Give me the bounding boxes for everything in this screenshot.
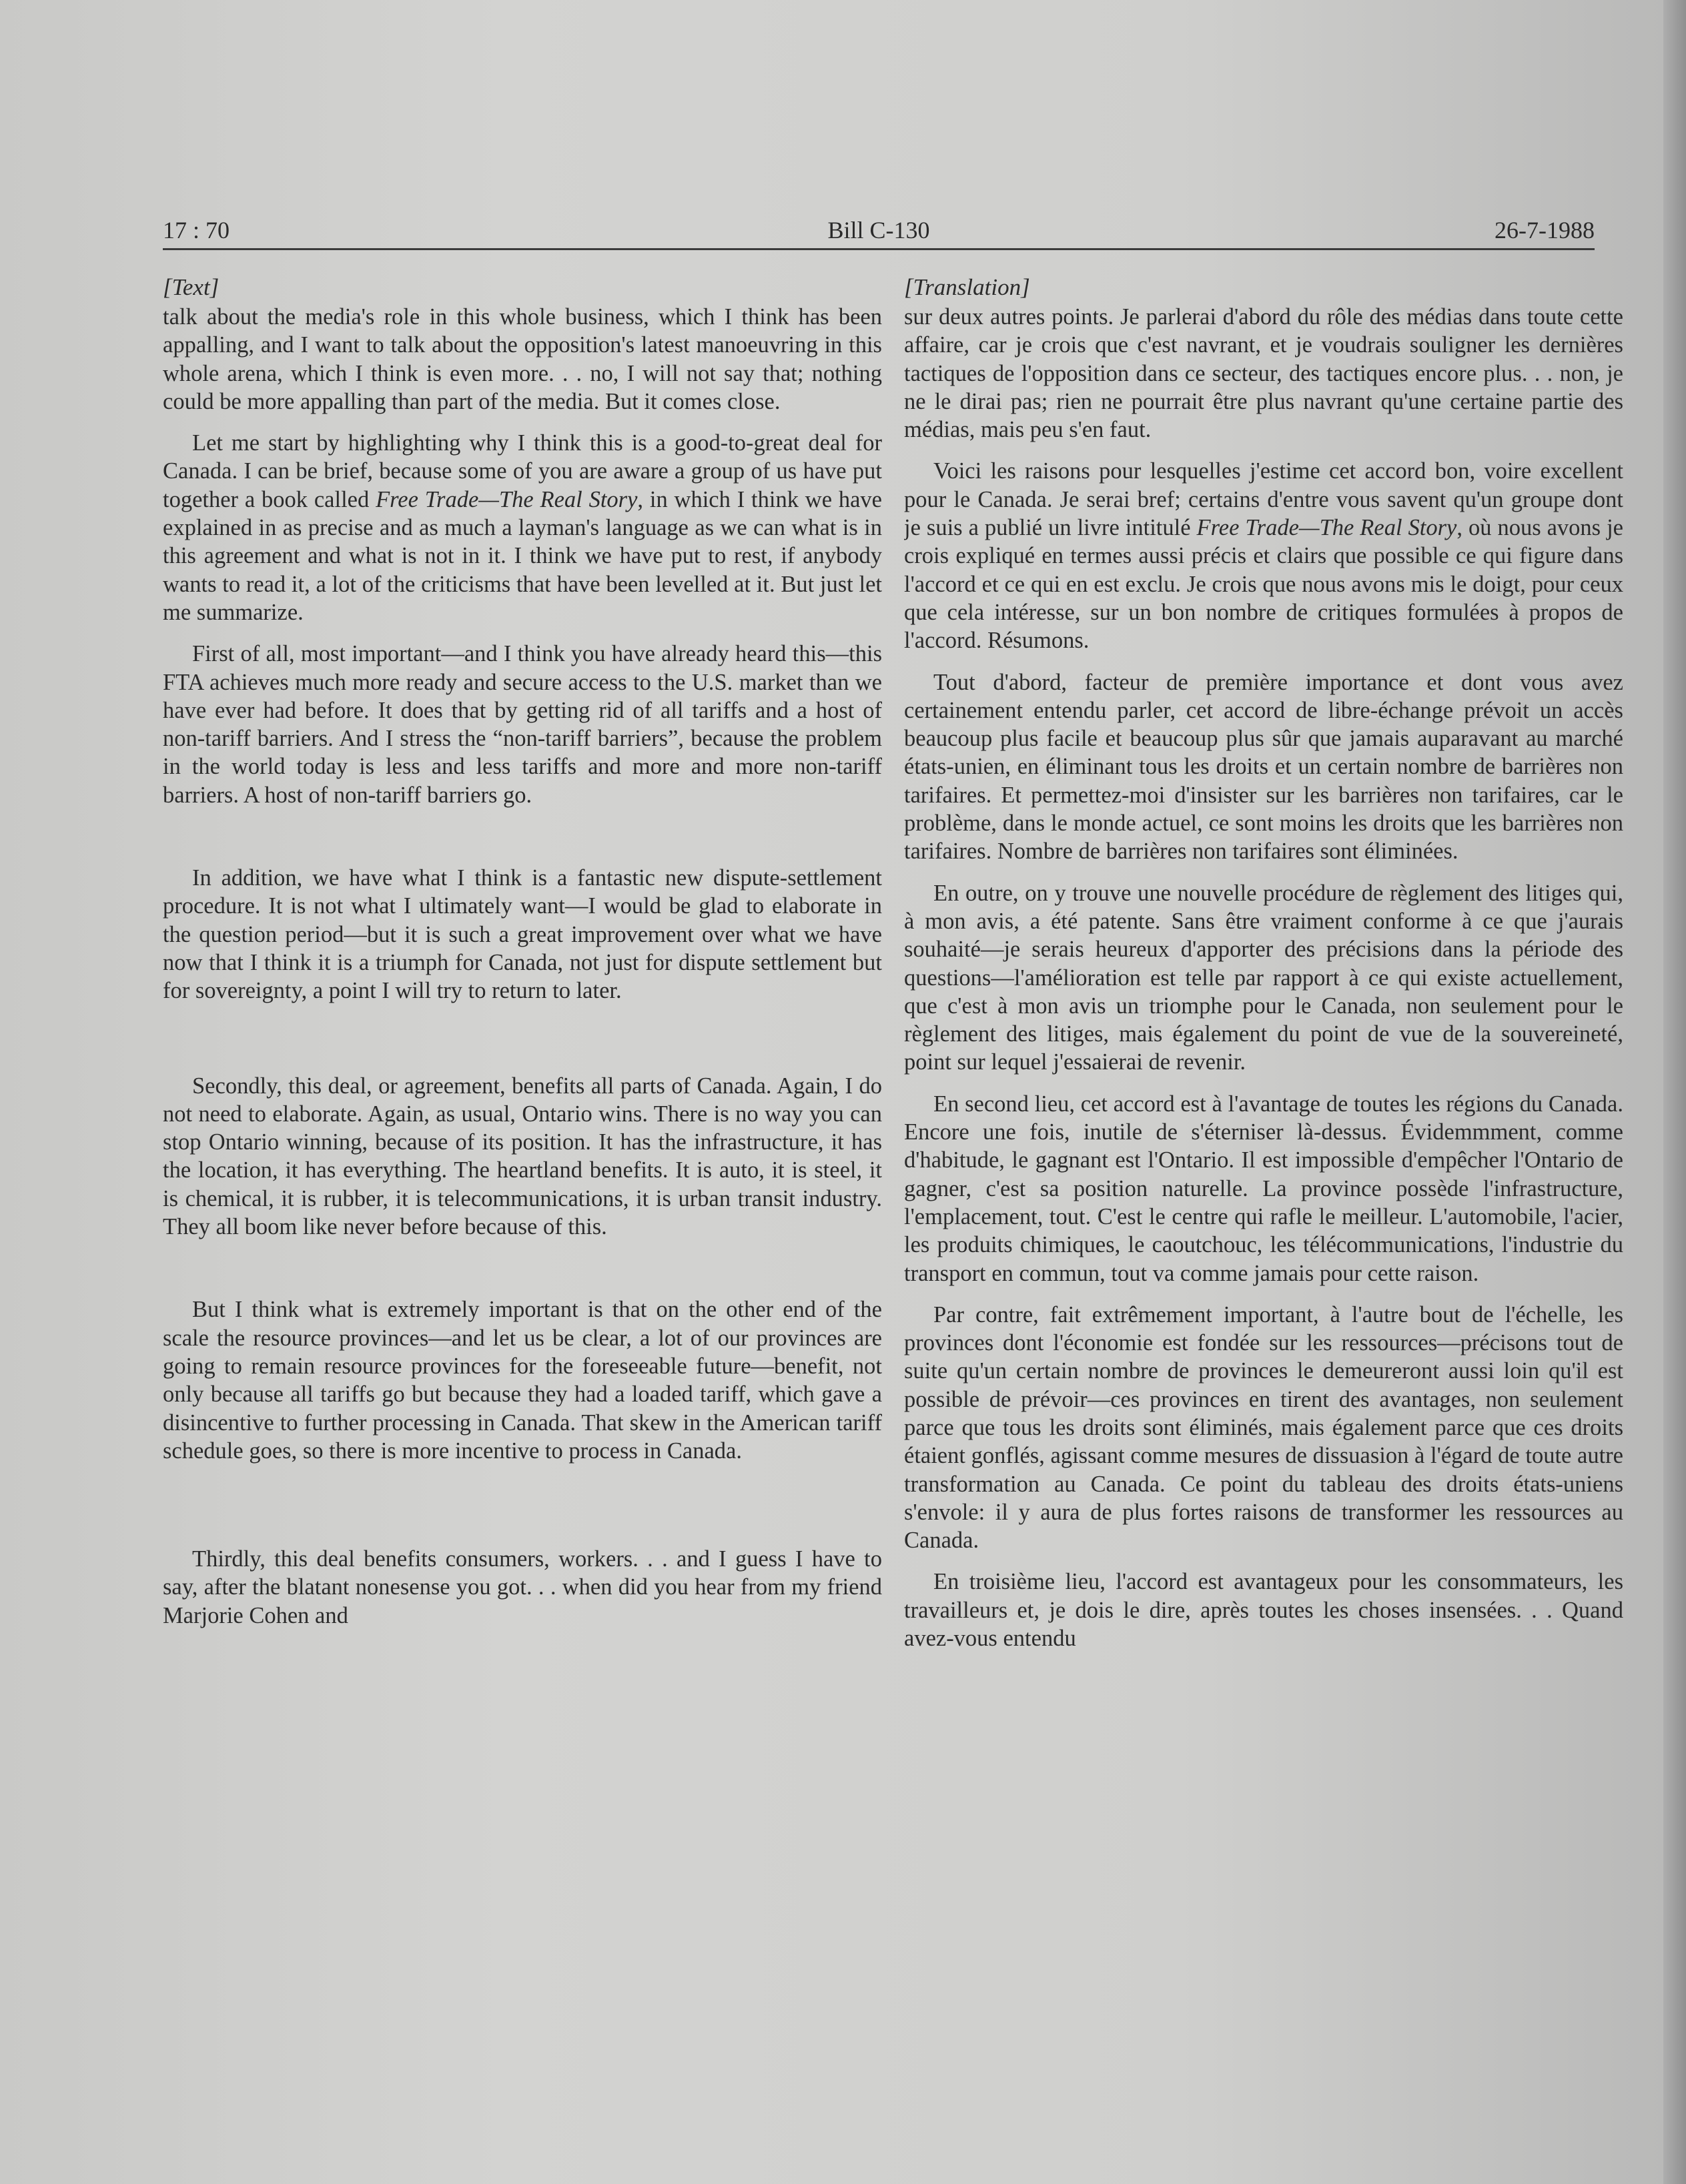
english-column [163,272,882,2053]
paragraph: En troisième lieu, l'accord est avantageux pour les consommateurs, les travailleurs et, je dois le dire, après toutes les choses insensées. . . Quand avez-vous entendu [904,1569,1623,1652]
book-title: Free Trade—The Real Story [376,486,638,512]
page-header [163,212,1595,250]
french-column [904,272,1623,2053]
page-edge-shadow [1663,0,1686,2184]
paragraph: En second lieu, cet accord est à l'avantage de toutes les régions du Canada. Encore une fois, inutile de s'éterniser là-dessus. Évidemmment, comme d'habitude, le gagnant est l'Ontario. Il est impossible d'empêcher l'Ontario de gagner, c'est sa position naturelle. La province possède l'infrastructure, l'emplacement, tout. C'est le centre qui rafle le meilleur. L'automobile, l'acier, les produits chimiques, le caoutchouc, les télécommunications, l'industrie du transport en commun, tout va comme jamais pour cette raison. [904,1091,1623,1286]
paragraph: Let me start by highlighting why I think this is a good-to-great deal for Canada. I can be brief, because some of you are aware a group of us have put together a book called Free Trade—The Real Story, in which I think we have explained in as precise and as much a layman's language as we can what is in this agreement and what is not in it. I think we have put to rest, if anybody wants to read it, a lot of the criticisms that have been levelled at it. But just let me summarize. [163,430,882,625]
text-tag: [Text] [163,274,220,300]
page-reference: 17 : 70 [163,217,230,243]
paragraph: But I think what is extremely important is that on the other end of the scale the resource provinces—and let us be clear, a lot of our provinces are going to remain resource provinces for the foreseeable future—benefit, not only because all tariffs go but because they had a loaded tariff, which gave a disincentive to further processing in Canada. That skew in the American tariff schedule goes, so there is more incentive to process in Canada. [163,1297,882,1464]
paragraph: First of all, most important—and I think you have already heard this—this FTA achieves much more ready and secure access to the U.S. market than we have ever had before. It does that by getting rid of all tariffs and a host of non-tariff barriers. And I stress the “non-tariff barriers”, because the problem in the world today is less and less tariffs and more and more non-tariff barriers. A host of non-tariff barriers go. [163,641,882,808]
bill-title: Bill C-130 [827,217,930,243]
book-title: Free Trade—The Real Story [1196,515,1457,541]
paragraph: In addition, we have what I think is a fantastic new dispute-settlement procedure. It is not what I ultimately want—I would be glad to elaborate in the question period—but it is such a great improvement over what we have now that I think it is a triumph for Canada, not just for dispute settlement but for sovereignty, a point I will try to return to later. [163,865,882,1004]
paragraph: Tout d'abord, facteur de première importance et dont vous avez certainement entendu parler, cet accord de libre-échange prévoit un accès beaucoup plus facile et beaucoup plus sûr que jamais auparavant au marché états-unien, en éliminant tous les droits et un certain nombre de barrières non tarifaires. Et permettez-moi d'insister sur les barrières non tarifaires, car le problème, dans le monde actuel, ce sont moins les droits que les barrières non tarifaires. Nombre de barrières non tarifaires sont éliminées. [904,669,1623,865]
header-date: 26-7-1988 [1495,217,1595,243]
paragraph: sur deux autres points. Je parlerai d'abord du rôle des médias dans toute cette affaire, car je crois que c'est navrant, et je voudrais souligner les dernières tactiques de l'opposition dans ce secteur, des tactiques encore plus. . . non, je ne le dirai pas; rien ne pourrait être plus navrant qu'une certaine partie des médias, mais peu s'en faut. [904,304,1623,443]
paragraph: Thirdly, this deal benefits consumers, workers. . . and I guess I have to say, after the blatant nonesense you got. . . when did you hear from my friend Marjorie Cohen and [163,1546,882,1628]
paragraph: Voici les raisons pour lesquelles j'estime cet accord bon, voire excellent pour le Canada. Je serai bref; certains d'entre vous savent qu'un groupe dont je suis a publié un livre intitulé Free Trade—The Real Story, où nous avons je crois expliqué en termes aussi précis et clairs que possible ce qui figure dans l'accord et ce qui en est exclu. Je crois que nous avons mis le doigt, pour ceux que cela intéresse, sur un bon nombre de critiques formulées à propos de l'accord. Résumons. [904,458,1623,654]
paragraph: Par contre, fait extrêmement important, à l'autre bout de l'échelle, les provinces dont l'économie est fondée sur les ressources—précisons tout de suite qu'un certain nombre de provinces le demeureront aussi loin qu'il est possible de prévoir—ces provinces en tirent des avantages, non seulement parce que tous les droits sont éliminés, mais également parce que ces droits étaient gonflés, agissant comme mesures de dissuasion à l'égard de toute autre transformation au Canada. Ce point du tableau des droits états-uniens s'envole: il y aura de plus fortes raisons de transformer les ressources au Canada. [904,1301,1623,1554]
paragraph: En outre, on y trouve une nouvelle procédure de règlement des litiges qui, à mon avis, a été patente. Sans être vraiment conforme à ce que j'aurais souhaité—je serais heureux d'apporter des précisions dans la période des questions—l'amélioration est telle par rapport à ce qui existe actuellement, que c'est à mon avis un triomphe pour le Canada, non seulement pour le règlement des litiges, mais également du point de vue de la souvereineté, point sur lequel j'essaierai de revenir. [904,880,1623,1075]
translation-tag: [Translation] [904,274,1030,300]
paragraph: Secondly, this deal, or agreement, benefits all parts of Canada. Again, I do not need to elaborate. Again, as usual, Ontario wins. There is no way you can stop Ontario winning, because of its position. It has the infrastructure, it has the location, it has everything. The heartland benefits. It is auto, it is steel, it is chemical, it is rubber, it is telecommunications, it is urban transit industry. They all boom like never before because of this. [163,1073,882,1240]
paragraph: talk about the media's role in this whole business, which I think has been appalling, and I want to talk about the opposition's latest manoeuvring in this whole arena, which I think is even more. . . no, I will not say that; nothing could be more appalling than part of the media. But it comes close. [163,304,882,414]
